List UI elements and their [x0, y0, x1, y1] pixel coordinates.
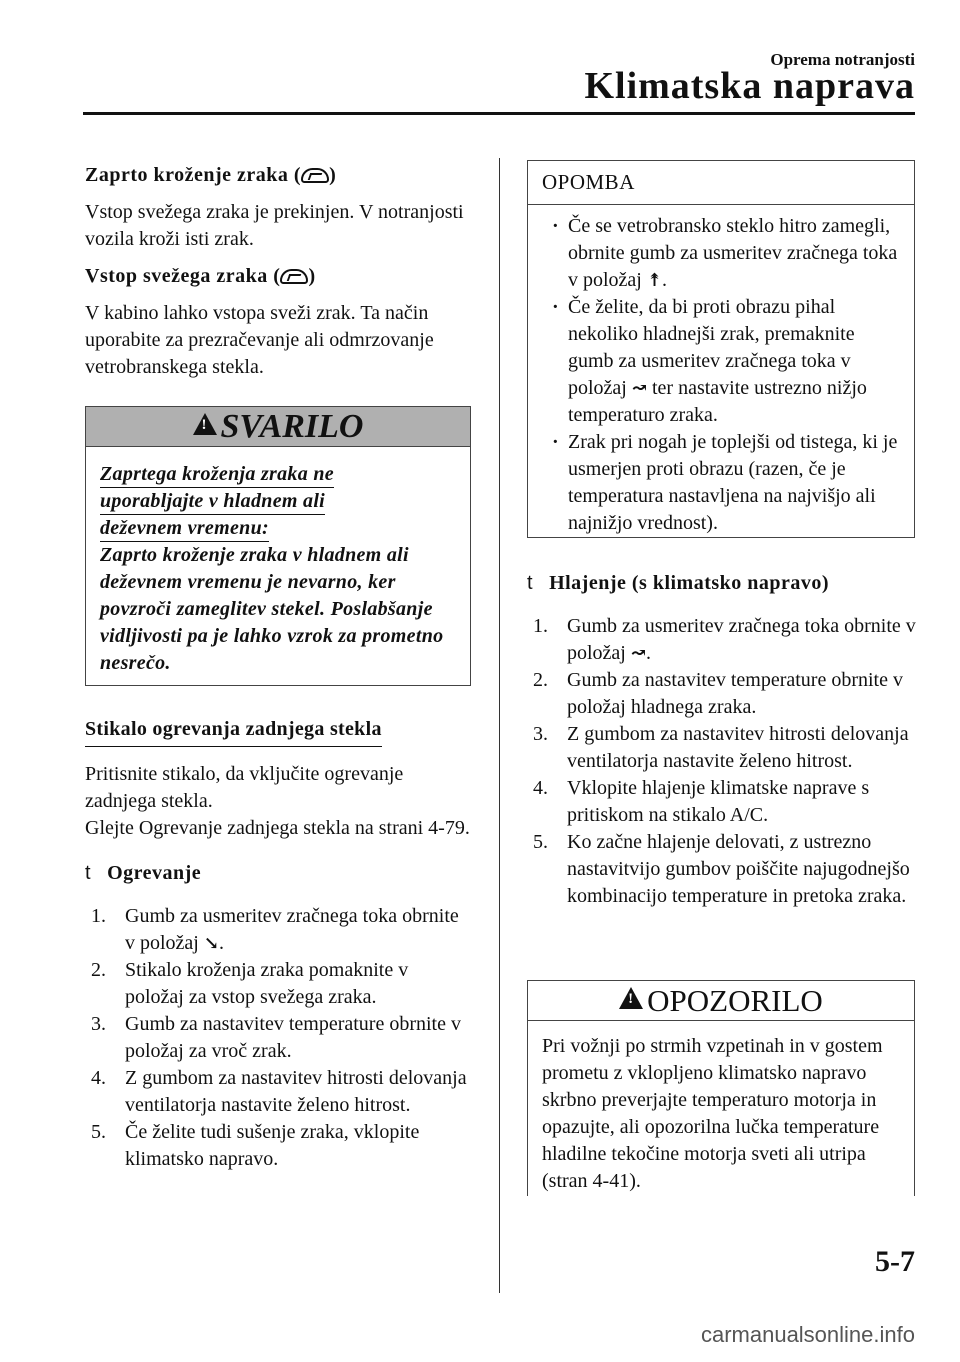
watermark: carmanualsonline.info [700, 1322, 915, 1347]
header-rule [83, 112, 915, 115]
page-title: Klimatska naprava [584, 65, 915, 107]
list-item: 3. Gumb za nastavitev temperature obrnite v položaj za vroč zrak. [91, 1013, 461, 1062]
heating-heading: t Ogrevanje [85, 862, 202, 884]
cooling-heading: t Hlajenje (s klimatsko napravo) [527, 572, 830, 594]
warning-line-3: deževnem vremenu: [100, 517, 269, 542]
list-item: 1. Gumb za usmeritev zračnega toka obrnite v položaj ↝. [533, 615, 916, 664]
note-bullet-1: · Če se vetrobransko steklo hitro zamegli, obrnite gumb za usmeritev zračnega toka v položaj ↟. [554, 213, 900, 294]
caution-header: !OPOZORILO [528, 981, 914, 1021]
warning-text: Zaprto kroženje zraka v hladnem ali deževnem vremenu je nevarno, ker povzroči zameglitev stekel. Poslabšanje vidljivosti pa je lahko vzrok za prometno nesrečo. [100, 544, 444, 674]
caution-box [527, 980, 915, 1196]
foot-seat-icon: ↘ [203, 933, 219, 953]
note-bullet-3: · Zrak pri nogah je toplejši od tistega, ki je usmerjen proti obrazu (razen, če je temperatura nastavljena na najvišjo ali najnižjo vrednost). [554, 429, 900, 537]
warning-header: !SVARILO [86, 407, 470, 447]
warning-line-2: uporabljajte v hladnem ali [100, 490, 325, 515]
left-column [85, 162, 471, 381]
heating-steps [85, 903, 471, 1173]
list-item: 2. Gumb za nastavitev temperature obrnite v položaj hladnega zraka. [533, 669, 903, 718]
warning-triangle-icon [193, 413, 217, 435]
note-bullet-2: · Če želite, da bi proti obrazu pihal nekoliko hladnejši zrak, premaknite gumb za usmeritev zračnega toka v položaj ↝ ter nastavite ustrezno nižjo temperaturo zraka. [554, 294, 900, 429]
warning-triangle-icon [619, 987, 643, 1009]
defrost-seat-icon: ↟ [646, 270, 662, 290]
warning-body [86, 447, 470, 695]
list-item: 4. Z gumbom za nastavitev hitrosti delovanja ventilatorja nastavite želeno hitrost. [91, 1067, 467, 1116]
recirc-heading: Zaprto kroženje zraka ( ) [85, 164, 337, 186]
list-item: 3. Z gumbom za nastavitev hitrosti delovanja ventilatorja nastavite želeno hitrost. [533, 723, 909, 772]
warning-line-1: Zaprtega kroženja zraka ne [100, 463, 334, 488]
recirc-text: Vstop svežega zraka je prekinjen. V notranjosti vozila kroži isti zrak. [85, 201, 464, 250]
page-number: 5-7 [875, 1245, 915, 1278]
list-item: 5. Če želite tudi sušenje zraka, vklopite klimatsko napravo. [91, 1121, 420, 1170]
face-seat-icon: ↝ [630, 643, 646, 663]
list-item: 5. Ko začne hlajenje delovati, z ustrezno nastavitvijo gumbov poiščite najugodnejšo kombinacijo temperature in pretoka zraka. [533, 831, 910, 907]
recirculate-icon [301, 168, 329, 183]
fresh-heading: Vstop svežega zraka ( ) [85, 265, 316, 287]
list-item: 2. Stikalo kroženja zraka pomaknite v položaj za vstop svežega zraka. [91, 959, 409, 1008]
rear-defrost-text-1: Pritisnite stikalo, da vključite ogrevanje zadnjega stekla. [85, 763, 404, 812]
face-seat-icon: ↝ [631, 378, 647, 398]
rear-defrost-heading: Stikalo ogrevanja zadnjega stekla [85, 716, 382, 747]
list-item: 1. Gumb za usmeritev zračnega toka obrnite v položaj ↘. [91, 905, 459, 954]
fresh-air-icon [280, 269, 308, 284]
fresh-text: V kabino lahko vstopa sveži zrak. Ta način uporabite za prezračevanje ali odmrzovanje vetrobranskega stekla. [85, 302, 434, 378]
caution-text: Pri vožnji po strmih vzpetinah in v gostem prometu z vklopljeno klimatsko napravo skrbno preverjajte temperaturo motorja in opazujte, ali opozorilna lučka temperature hladilne tekočine motorja sveti ali utripa (stran 4-41). [542, 1035, 883, 1192]
column-divider [499, 158, 500, 1293]
section-label: Oprema notranjosti [770, 50, 915, 69]
note-body [528, 205, 914, 545]
right-column-lower [527, 570, 917, 910]
cooling-steps [527, 613, 917, 910]
warning-box [85, 406, 471, 686]
rear-defrost-text-2: Glejte Ogrevanje zadnjega stekla na strani 4-79. [85, 817, 470, 839]
left-column-lower [85, 716, 471, 1173]
note-header: OPOMBA [528, 161, 914, 205]
list-item: 4. Vklopite hlajenje klimatske naprave s pritiskom na stikalo A/C. [533, 777, 870, 826]
note-box [527, 160, 915, 538]
